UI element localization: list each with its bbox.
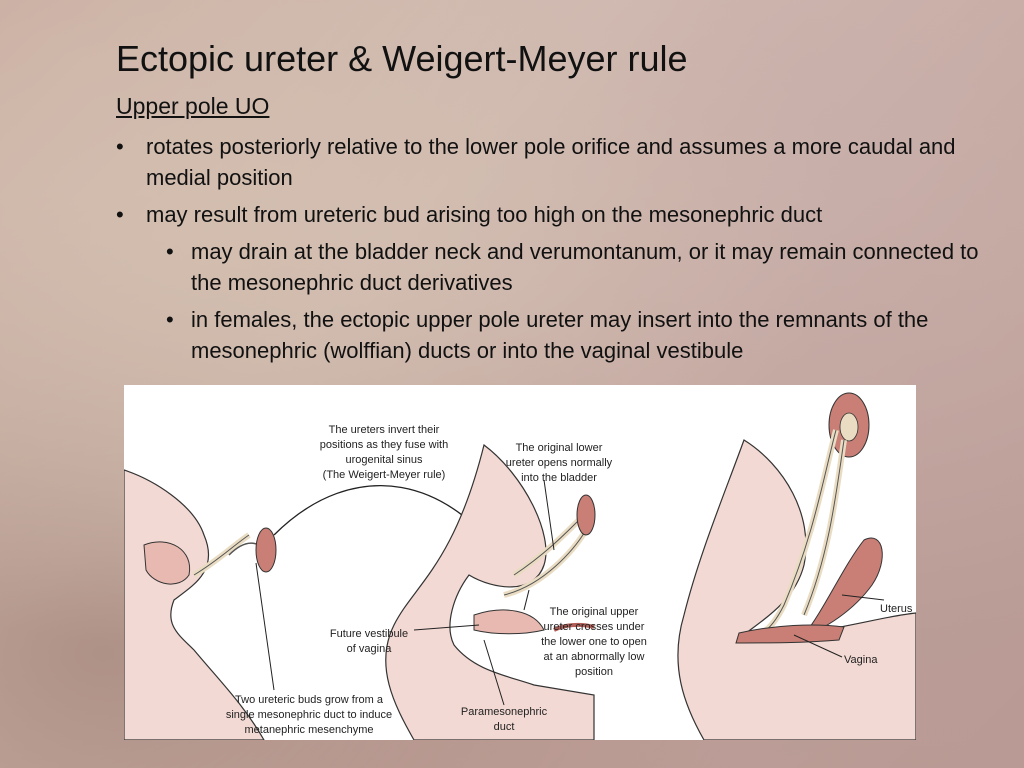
bullet-item — [116, 199, 986, 230]
label-upper-ureter — [529, 605, 659, 680]
label-line: Paramesonephric — [460, 706, 548, 718]
metanephric-kidney-1 — [256, 528, 276, 572]
kidney-2 — [577, 495, 595, 535]
diagram-illustration — [124, 385, 916, 740]
label-line: positions as they fuse with — [319, 439, 449, 451]
slide-title: Ectopic ureter & Weigert-Meyer rule — [116, 38, 688, 79]
kidney-hilum-3 — [840, 413, 858, 441]
label-paramesonephric — [449, 705, 559, 735]
label-inversion — [304, 423, 464, 483]
weigert-meyer-diagram — [124, 385, 916, 740]
bullet-item — [116, 131, 986, 193]
label-line: single mesonephric duct to induce — [225, 709, 393, 721]
bullet-glyph: • — [166, 307, 174, 332]
sub-bullet-text: in females, the ectopic upper pole ureter may insert into the remnants of the mesonephric (wolffian) ducts or into the vaginal vestibule — [191, 307, 929, 363]
slide-subhead: Upper pole UO — [116, 93, 270, 119]
buds-pointer — [256, 563, 274, 690]
sub-bullet-item — [166, 304, 986, 366]
label-line: into the bladder — [521, 472, 597, 484]
bladder-tissue-2 — [386, 445, 594, 740]
label-line: (The Weigert-Meyer rule) — [322, 469, 446, 481]
label-vestibule — [314, 627, 424, 657]
bullet-text: rotates posteriorly relative to the lower pole orifice and assumes a more caudal and medial position — [146, 134, 956, 190]
label-vagina: Vagina — [844, 654, 878, 666]
label-line: ureter crosses under — [543, 621, 645, 633]
label-line: urogenital sinus — [345, 454, 423, 466]
bullet-glyph: • — [116, 202, 124, 227]
label-line: Two ureteric buds grow from a — [235, 694, 383, 706]
label-line: duct — [493, 721, 515, 733]
label-line: of vagina — [346, 643, 392, 655]
label-line: The original upper — [549, 606, 639, 618]
label-line: at an abnormally low — [543, 651, 645, 663]
label-line: the lower one to open — [541, 636, 647, 648]
sub-bullet-item — [166, 236, 986, 298]
label-uterus: Uterus — [880, 603, 913, 615]
label-line: Future vestibule — [329, 628, 409, 640]
label-ureteric-buds — [214, 693, 404, 738]
lower-pointer — [544, 480, 554, 550]
pelvis-tissue-3 — [678, 440, 916, 740]
label-lower-ureter — [494, 441, 624, 486]
bullet-glyph: • — [116, 134, 124, 159]
label-line: The original lower — [515, 442, 603, 454]
bullet-text: may result from ureteric bud arising too high on the mesonephric duct — [146, 202, 823, 227]
sub-bullet-text: may drain at the bladder neck and verumontanum, or it may remain connected to the mesonephric duct derivatives — [191, 239, 979, 295]
bullet-glyph: • — [166, 239, 174, 264]
bullet-list — [116, 131, 986, 372]
label-line: position — [575, 666, 613, 678]
label-line: The ureters invert their — [328, 424, 440, 436]
label-line: metanephric mesenchyme — [244, 724, 374, 736]
label-line: ureter opens normally — [505, 457, 613, 469]
